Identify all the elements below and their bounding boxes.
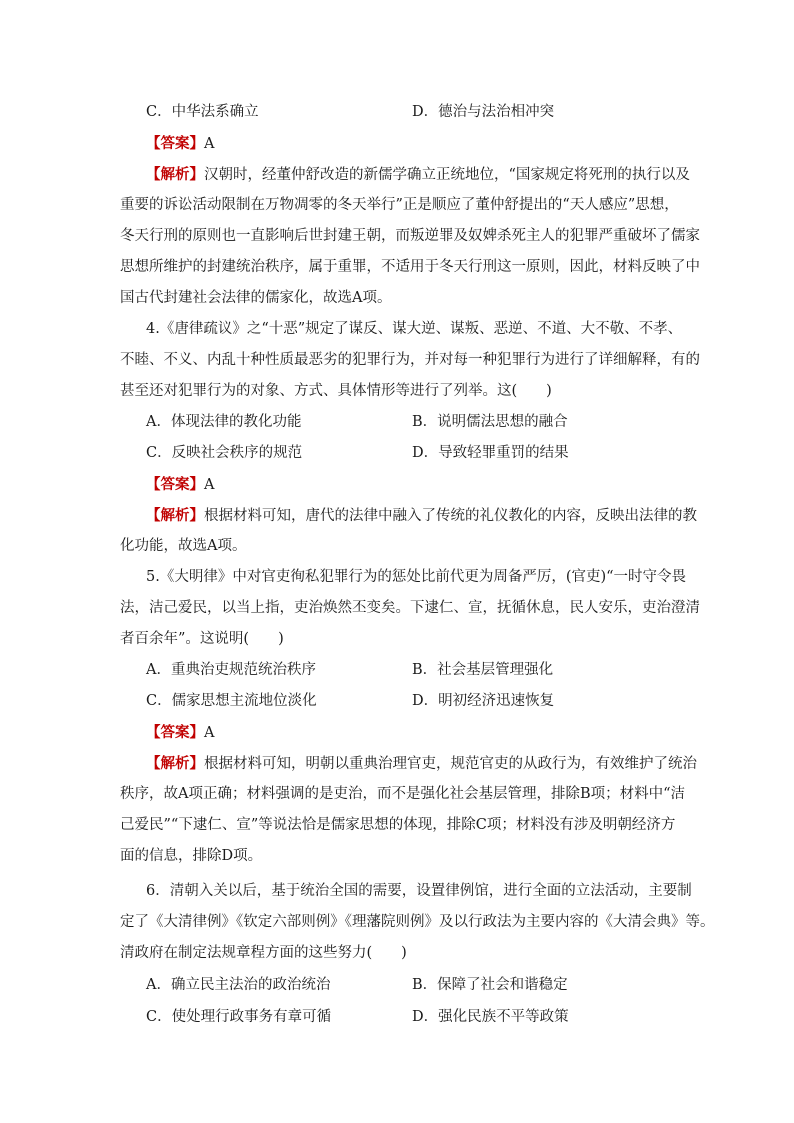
q3-option-d: D．德治与法治相冲突 bbox=[412, 104, 555, 120]
q5-options-row-1 bbox=[146, 655, 706, 686]
answer-value: A bbox=[204, 725, 215, 741]
q5-option-c: C．儒家思想主流地位淡化 bbox=[146, 693, 317, 709]
q3-answer bbox=[146, 128, 706, 160]
q6-stem-line-1: 6．清朝入关以后，基于统治全国的需要，设置律例馆，进行全面的立法活动，主要制 bbox=[146, 883, 692, 899]
q5-answer bbox=[146, 717, 706, 749]
q4-option-d: D．导致轻罪重罚的结果 bbox=[412, 445, 569, 461]
q5-option-b: B．社会基层管理强化 bbox=[412, 662, 554, 678]
q4-stem-line-2: 不睦、不义、内乱十种性质最恶劣的犯罪行为，并对每一种犯罪行为进行了详细解释，有的 bbox=[120, 352, 700, 368]
q5-analysis-line-4: 面的信息，排除D项。 bbox=[120, 848, 263, 864]
q6-option-a: A．确立民主法治的政治统治 bbox=[146, 977, 331, 993]
analysis-tag: 【解析】 bbox=[146, 507, 204, 524]
q3-analysis-line-3: 冬天行刑的原则也一直影响后世封建王朝，而叛逆罪及奴婢杀死主人的犯罪严重破坏了儒家 bbox=[120, 228, 700, 244]
analysis-tag: 【解析】 bbox=[146, 755, 204, 772]
answer-tag: 【答案】 bbox=[146, 724, 204, 741]
analysis-text: 根据材料可知，唐代的法律中融入了传统的礼仪教化的内容，反映出法律的教 bbox=[204, 508, 697, 524]
q4-stem-line-1: 4.《唐律疏议》之“十恶”规定了谋反、谋大逆、谋叛、恶逆、不道、大不敬、不孝、 bbox=[146, 321, 683, 337]
analysis-tag: 【解析】 bbox=[146, 166, 204, 183]
q3-analysis-line-1 bbox=[146, 159, 706, 191]
q5-analysis-line-2: 秩序，故A项正确；材料强调的是吏治，而不是强化社会基层管理，排除B项；材料中“洁 bbox=[120, 786, 686, 802]
q5-stem-line-2: 法，洁己爱民，以当上指，吏治焕然丕变矣。下逮仁、宣，抚循休息，民人安乐，吏治澄清 bbox=[120, 600, 700, 616]
q4-options-row-1 bbox=[146, 407, 706, 438]
q5-analysis-line-1 bbox=[146, 748, 706, 780]
q6-option-d: D．强化民族不平等政策 bbox=[412, 1009, 569, 1025]
q5-analysis-line-3: 己爱民”“下逮仁、宣”等说法恰是儒家思想的体现，排除C项；材料没有涉及明朝经济方 bbox=[120, 817, 676, 833]
q5-stem-line-1: 5.《大明律》中对官吏徇私犯罪行为的惩处比前代更为周备严厉，(官吏)“一时守令畏 bbox=[146, 569, 687, 585]
q3-analysis-line-4: 思想所维护的封建统治秩序，属于重罪，不适用于冬天行刑这一原则，因此，材料反映了中 bbox=[120, 259, 700, 275]
q6-option-b: B．保障了社会和谐稳定 bbox=[412, 977, 568, 993]
answer-tag: 【答案】 bbox=[146, 135, 204, 152]
q4-stem-line-3: 甚至还对犯罪行为的对象、方式、具体情形等进行了列举。这( ) bbox=[120, 383, 552, 399]
q4-option-c: C．反映社会秩序的规范 bbox=[146, 445, 303, 461]
q3-options-row-2 bbox=[146, 97, 706, 128]
q4-options-row-2 bbox=[146, 438, 706, 469]
q5-option-a: A．重典治吏规范统治秩序 bbox=[146, 662, 316, 678]
answer-value: A bbox=[204, 136, 215, 152]
q4-analysis-line-1 bbox=[146, 500, 706, 532]
analysis-text: 汉朝时，经董仲舒改造的新儒学确立正统地位，“国家规定将死刑的执行以及 bbox=[204, 167, 690, 183]
answer-tag: 【答案】 bbox=[146, 476, 204, 493]
analysis-text: 根据材料可知，明朝以重典治理官吏，规范官吏的从政行为，有效维护了统治 bbox=[204, 756, 697, 772]
q6-option-c: C．使处理行政事务有章可循 bbox=[146, 1009, 332, 1025]
q4-analysis-line-2: 化功能，故选A项。 bbox=[120, 538, 247, 554]
q3-option-c: C．中华法系确立 bbox=[146, 104, 259, 120]
q6-stem-line-3: 清政府在制定法规章程方面的这些努力( ) bbox=[120, 945, 407, 961]
q6-stem-line-2: 定了《大清律例》《钦定六部则例》《理藩院则例》及以行政法为主要内容的《大清会典》等。 bbox=[120, 914, 715, 930]
q6-options-row-1 bbox=[146, 970, 706, 1001]
q6-options-row-2 bbox=[146, 1002, 706, 1033]
q4-option-a: A．体现法律的教化功能 bbox=[146, 414, 302, 430]
q5-stem-line-3: 者百余年”。这说明( ) bbox=[120, 631, 284, 647]
q5-option-d: D．明初经济迅速恢复 bbox=[412, 693, 555, 709]
q4-option-b: B．说明儒法思想的融合 bbox=[412, 414, 568, 430]
q3-analysis-line-2: 重要的诉讼活动限制在万物凋零的冬天举行”正是顺应了董仲舒提出的“天人感应”思想， bbox=[120, 197, 679, 213]
q4-answer bbox=[146, 469, 706, 501]
answer-value: A bbox=[204, 477, 215, 493]
q3-analysis-line-5: 国古代封建社会法律的儒家化，故选A项。 bbox=[120, 290, 392, 306]
q5-options-row-2 bbox=[146, 686, 706, 717]
